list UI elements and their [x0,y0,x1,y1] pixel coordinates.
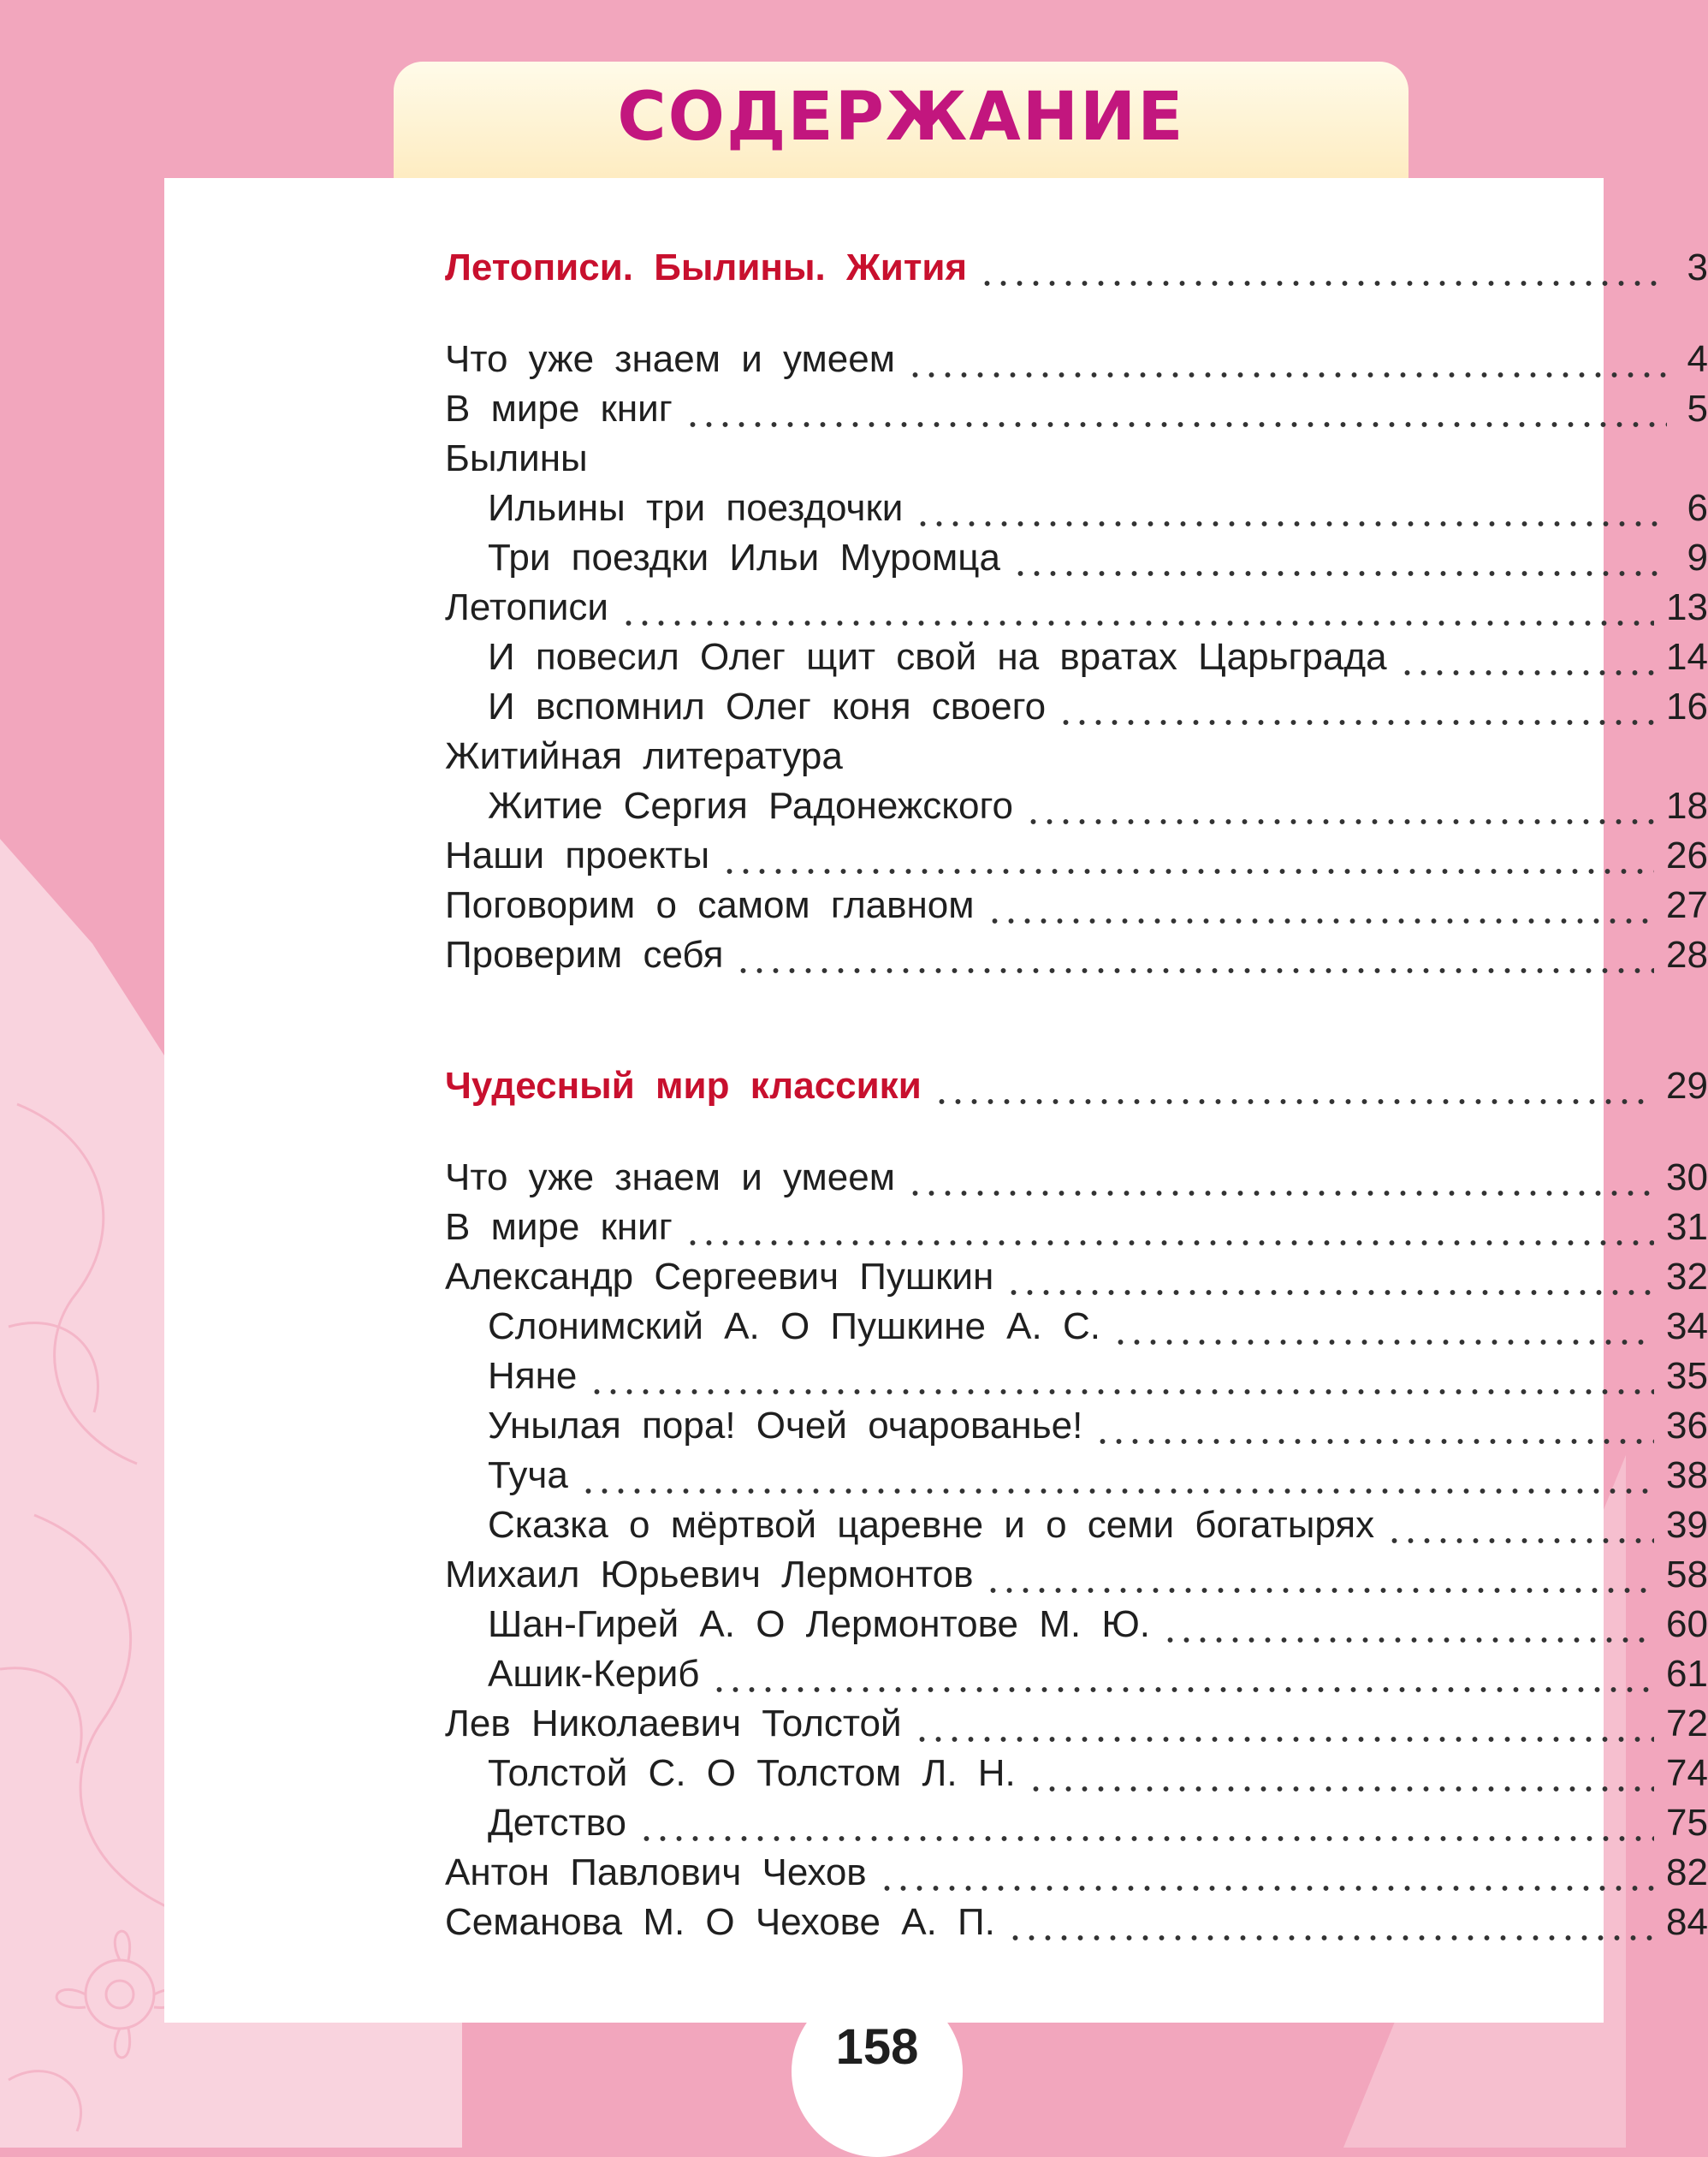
toc-entry-page: 3 [1687,247,1708,288]
toc-entry-page: 60 [1666,1603,1708,1645]
toc-entry-title: Унылая пора! Очей очарованье! [488,1405,1083,1447]
toc-entry-title: Что уже знаем и умеем [445,338,895,380]
toc-entry-title: Няне [488,1355,578,1397]
toc-entry-title: Слонимский А. О Пушкине А. С. [488,1305,1100,1347]
toc-entry-title: И повесил Олег щит свой на вратах Царьграда [488,636,1387,678]
toc-entry [445,1252,1708,1302]
toc-entry-title: Летописи. Былины. Жития [445,247,968,288]
toc-entry-page: 74 [1666,1752,1708,1794]
toc-entry [445,1550,1708,1600]
toc-entry-page: 18 [1666,785,1708,827]
toc-entry-title: Александр Сергеевич Пушкин [445,1256,994,1298]
toc-entry-title: Летописи [445,586,608,628]
dot-leader [1025,781,1654,831]
toc-entry [445,583,1708,633]
toc-entry [445,1302,1708,1352]
page-title: СОДЕРЖАНИЕ [617,79,1185,156]
toc-entry [445,533,1708,583]
toc-entry [445,1451,1708,1500]
dot-leader [638,1798,1654,1848]
toc-entry-page: 58 [1666,1554,1708,1595]
toc-entry-page: 9 [1687,537,1708,579]
toc-entry-page: 75 [1666,1802,1708,1844]
toc-entry-page: 29 [1666,1065,1708,1107]
toc-entry-page: 14 [1666,636,1708,678]
toc-entry-title: Наши проекты [445,835,710,876]
toc-entry-title: В мире книг [445,388,673,430]
toc-entry-title: Три поездки Ильи Муромца [488,537,1000,579]
toc-entry-page: 26 [1666,835,1708,876]
toc-entry-title: И вспомнил Олег коня своего [488,686,1047,728]
toc-entry [445,633,1708,682]
dot-leader [985,1550,1654,1600]
dot-leader [685,1203,1654,1252]
toc-section [445,243,1708,293]
toc-entry [445,1352,1708,1401]
toc-entry-title: Шан-Гирей А. О Лермонтове М. Ю. [488,1603,1150,1645]
toc-entry [445,384,1708,434]
toc-entry-page: 13 [1666,586,1708,628]
toc-entry [445,434,1708,484]
toc-entry-title: Детство [488,1802,626,1844]
dot-leader [1094,1401,1654,1451]
dot-leader [914,1699,1654,1749]
toc-entry [445,1500,1708,1550]
toc-entry-page: 61 [1666,1653,1708,1695]
toc-entry-page: 30 [1666,1156,1708,1198]
dot-leader [735,930,1654,980]
toc-entry-page: 72 [1666,1702,1708,1744]
toc-entry-title: Ильины три поездочки [488,487,904,529]
dot-leader [1058,682,1654,732]
toc-entry-page: 84 [1666,1901,1708,1943]
toc-entry [445,1153,1708,1203]
dot-leader [907,1153,1654,1203]
dot-leader [1386,1500,1654,1550]
toc-entry-title: В мире книг [445,1206,673,1248]
toc-entry-title: Житие Сергия Радонежского [488,785,1014,827]
page-number: 158 [835,2019,919,2075]
toc-entry-title: Туча [488,1454,568,1496]
dot-leader [1162,1600,1654,1649]
dot-leader [1028,1749,1654,1798]
dot-leader [1005,1252,1654,1302]
toc-entry-title: Лев Николаевич Толстой [445,1702,902,1744]
toc-entry-title: Поговорим о самом главном [445,884,975,926]
toc-entry-page: 6 [1687,487,1708,529]
toc-entry [445,1848,1708,1898]
toc-entry-page: 34 [1666,1305,1708,1347]
dot-leader [620,583,1654,633]
contents-panel [164,178,1708,2023]
dot-leader [711,1649,1654,1699]
toc-entry-title: Толстой С. О Толстом Л. Н. [488,1752,1016,1794]
toc-entry-title: Житийная литература [445,735,843,777]
dot-leader [907,335,1667,384]
toc-entry [445,1798,1708,1848]
toc-entry-page: 35 [1666,1355,1708,1397]
toc-entry-title: Сказка о мёртвой царевне и о семи богатырях [488,1504,1375,1546]
toc-entry [445,732,1708,781]
toc-entry [445,781,1708,831]
dot-leader [987,881,1655,930]
toc-entry [445,1749,1708,1798]
dot-leader [685,384,1667,434]
dot-leader [1112,1302,1654,1352]
toc-entry-title: Михаил Юрьевич Лермонтов [445,1554,974,1595]
dot-leader [915,484,1667,533]
toc-entry-page: 39 [1666,1504,1708,1546]
toc-entry-title: Семанова М. О Чехове А. П. [445,1901,995,1943]
toc-entry-title: Ашик-Кериб [488,1653,700,1695]
toc-entry-page: 36 [1666,1405,1708,1447]
toc-entry-page: 5 [1687,388,1708,430]
dot-leader [934,1061,1654,1111]
toc-entry-title: Проверим себя [445,934,724,976]
toc-entry [445,484,1708,533]
toc-entry-title: Былины [445,437,588,479]
toc-entry [445,1203,1708,1252]
dot-leader [721,831,1654,881]
dot-leader [1007,1898,1654,1947]
toc-entry-page: 32 [1666,1256,1708,1298]
dot-leader [879,1848,1654,1898]
toc-entry [445,831,1708,881]
toc-entry-page: 27 [1666,884,1708,926]
toc-entry-title: Антон Павлович Чехов [445,1851,867,1893]
toc-entry-page: 16 [1666,686,1708,728]
toc-entry [445,682,1708,732]
toc-entry-page: 31 [1666,1206,1708,1248]
toc-entry-page: 38 [1666,1454,1708,1496]
toc-entry [445,1600,1708,1649]
dot-leader [979,243,1667,293]
toc-entry-page: 28 [1666,934,1708,976]
toc-entry-page: 82 [1666,1851,1708,1893]
toc-entry [445,1898,1708,1947]
toc-entry [445,930,1708,980]
dot-leader [580,1451,1654,1500]
toc-entry [445,1699,1708,1749]
dot-leader [1012,533,1667,583]
toc-entry [445,1649,1708,1699]
toc-section [445,1061,1708,1111]
toc-entry [445,335,1708,384]
dot-leader [589,1352,1654,1401]
toc-entry-page: 4 [1687,338,1708,380]
toc-entry-title: Чудесный мир классики [445,1065,922,1107]
toc-entry [445,1401,1708,1451]
toc-entry-title: Что уже знаем и умеем [445,1156,895,1198]
dot-leader [1399,633,1654,682]
toc-entry [445,881,1708,930]
